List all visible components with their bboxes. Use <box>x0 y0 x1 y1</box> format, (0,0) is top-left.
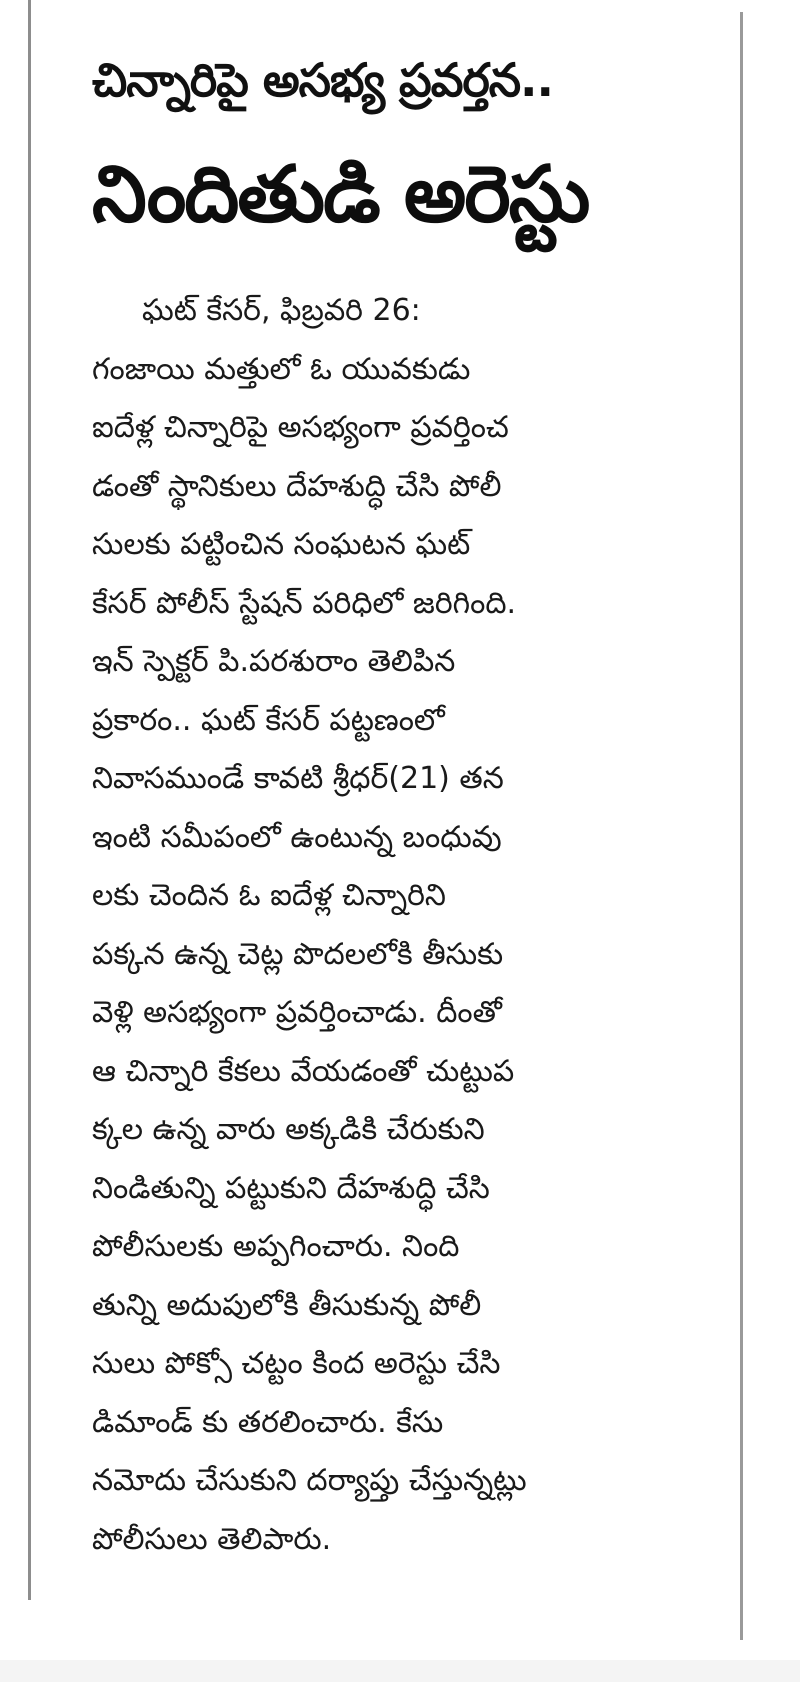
body-line: డంతో స్థానికులు దేహశుద్ధి చేసి పోలీ <box>92 468 502 504</box>
body-line: ఇంటి సమీపంలో ఉంటున్న బంధువు <box>92 819 502 855</box>
body-line: ప్రకారం.. ఘట్ కేసర్ పట్టణంలో <box>92 702 445 738</box>
body-line: తున్ని అదుపులోకి తీసుకున్న పోలీ <box>92 1287 482 1323</box>
article-body <box>92 282 722 1569</box>
article-headline: నిందితుడి అరెస్టు <box>92 150 589 240</box>
article-kicker: చిన్నారిపై అసభ్య ప్రవర్తన.. <box>92 53 553 107</box>
body-line: పక్కన ఉన్న చెట్ల పొదలలోకి తీసుకు <box>92 936 504 972</box>
article-dateline: ఘట్ కేసర్, ఫిబ్రవరి 26: <box>142 293 421 328</box>
body-line: వెళ్లి అసభ్యంగా ప్రవర్తించాడు. దీంతో <box>92 995 502 1030</box>
column-rule-right <box>740 12 743 1640</box>
body-line: ఆ చిన్నారి కేకలు వేయడంతో చుట్టుప <box>92 1053 515 1089</box>
news-article <box>92 30 722 1569</box>
body-line: లకు చెందిన ఓ ఐదేళ్ల చిన్నారిని <box>92 878 446 913</box>
body-line: కేసర్ పోలీస్ స్టేషన్ పరిధిలో జరిగింది. <box>92 585 517 621</box>
body-line: పోలీసులు తెలిపారు. <box>92 1521 332 1557</box>
page-bottom-band <box>0 1660 800 1682</box>
body-line: డిమాండ్ కు తరలించారు. కేసు <box>92 1404 444 1440</box>
body-line: నివాసముండే కావటి శ్రీధర్(21) తన <box>92 761 504 796</box>
body-line: నమోదు చేసుకుని దర్యాప్తు చేస్తున్నట్లు <box>92 1463 527 1498</box>
column-rule-left <box>28 0 31 1600</box>
body-line: ఐదేళ్ల చిన్నారిపై అసభ్యంగా ప్రవర్తించ <box>92 410 509 445</box>
body-line: ఇన్ స్పెక్టర్ పి.పరశురాం తెలిపిన <box>92 644 456 679</box>
body-line: నిండితున్ని పట్టుకుని దేహశుద్ధి చేసి <box>92 1170 490 1206</box>
body-line: క్కల ఉన్న వారు అక్కడికి చేరుకుని <box>92 1112 485 1147</box>
body-line: పోలీసులకు అప్పగించారు. నింది <box>92 1229 460 1264</box>
body-line: గంజాయి మత్తులో ఓ యువకుడు <box>92 351 471 387</box>
body-line: సులు పోక్సో చట్టం కింద అరెస్టు చేసి <box>92 1346 501 1381</box>
body-line: సులకు పట్టించిన సంఘటన ఘట్ <box>92 527 471 562</box>
